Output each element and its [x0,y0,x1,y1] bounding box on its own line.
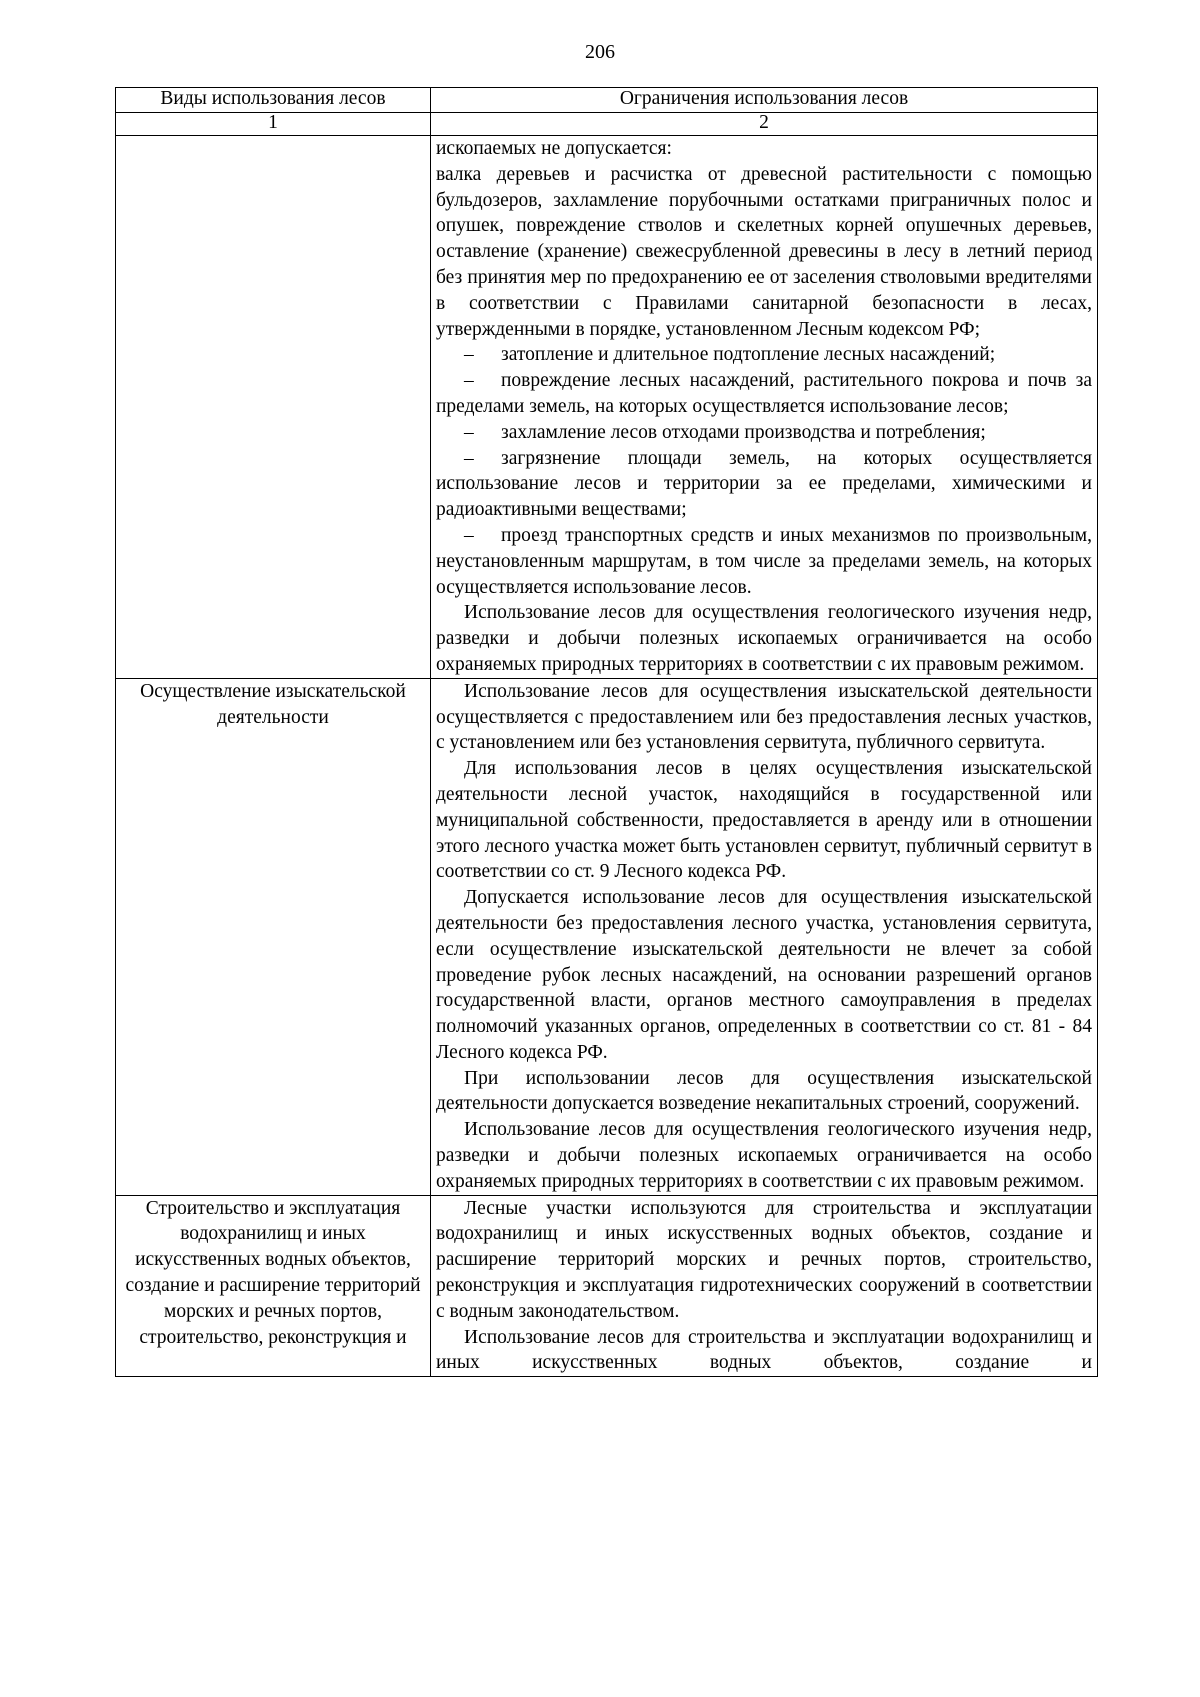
paragraph-text: повреждение лесных насаждений, растительного покрова и почв за пределами земель, на которых осуществляется использование лесов; [436,370,1092,417]
restrictions-cell [431,678,1098,1195]
dash-bullet: – [464,344,474,366]
column-header-forest-use-restrictions: Ограничения использования лесов [431,88,1098,113]
list-item [436,342,1092,368]
paragraph-text: Использование лесов для строительства и эксплуатации водохранилищ и иных искусственных водных объектов, создание и [436,1326,1092,1374]
paragraph-text: Использование лесов для осуществления геологического изучения недр, разведки и добычи полезных ископаемых ограничивается на особо охраняемых природных территориях в соответствии с их правовым режимом. [436,1119,1092,1192]
table-row [116,1195,1098,1377]
paragraph [436,600,1092,677]
paragraph-text: захламление лесов отходами производства и потребления; [501,421,986,443]
forest-use-restrictions-table [115,87,1098,1377]
paragraph-text: ископаемых не допускается: [436,138,672,159]
paragraph [436,1117,1092,1194]
paragraph [436,756,1092,885]
list-item [436,368,1092,420]
column-number-1: 1 [116,113,431,136]
paragraph [436,162,1092,343]
paragraph-text: валка деревьев и расчистка от древесной растительности с помощью бульдозеров, захламление порубочными остатками приграничных полос и опушек, повреждение стволов и скелетных корней опушечных деревьев, оставление (хранение) свежесрубленной древесины в лесу в летний период без принятия мер по предохранению ее от заселения стволовыми вредителями в соответствии с Правилами санитарной безопасности в лесах, утвержденными в порядке, установленном Лесным кодексом РФ; [436,163,1092,340]
paragraph [436,1196,1092,1325]
forest-use-type-cell [116,136,431,679]
column-number-row [116,113,1098,136]
paragraph-text: Использование лесов для осуществления геологического изучения недр, разведки и добычи полезных ископаемых ограничивается на особо охраняемых природных территориях в соответствии с их правовым режимом. [436,602,1092,675]
dash-bullet: – [464,370,474,392]
paragraph-text: затопление и длительное подтопление лесных насаждений; [501,344,996,366]
paragraph [436,885,1092,1066]
page-number: 206 [585,41,615,63]
forest-use-type-cell: Осуществление изыскательской деятельности [116,678,431,1195]
paragraph [436,1066,1092,1118]
paragraph [436,679,1092,756]
column-number-2: 2 [431,113,1098,136]
paragraph-text: Для использования лесов в целях осуществления изыскательской деятельности лесной участок, находящийся в государственной или муниципальной собственности, предоставляется в аренду или в отношении этого лесного участка может быть установлен сервитут, публичный сервитут в соответствии со ст. 9 Лесного кодекса РФ. [436,758,1092,883]
paragraph [436,136,1092,162]
list-item [436,523,1092,600]
paragraph-text: загрязнение площади земель, на которых осуществляется использование лесов и территории за ее пределами, химическими и радиоактивными веществами; [436,447,1092,521]
table-header-row [116,88,1098,113]
paragraph-text: Использование лесов для осуществления изыскательской деятельности осуществляется с предоставлением или без предоставления лесных участков, с установлением или без установления сервитута, публичного сервитута. [436,680,1092,754]
table-row [116,678,1098,1195]
dash-bullet: – [464,524,474,546]
list-item [436,420,1092,446]
dash-bullet: – [464,421,474,443]
paragraph-text: При использовании лесов для осуществления изыскательской деятельности допускается возведение некапитальных строений, сооружений. [436,1067,1092,1115]
forest-use-type-cell: Строительство и эксплуатация водохранилищ и иных искусственных водных объектов, создание и расширение территорий морских и речных портов, строительство, реконструкция и [116,1195,431,1377]
column-header-forest-use-types: Виды использования лесов [116,88,431,113]
restrictions-cell [431,1195,1098,1377]
paragraph-text: Лесные участки используются для строительства и эксплуатации водохранилищ и иных искусственных водных объектов, создание и расширение территорий морских и речных портов, строительство, реконструкция и эксплуатация гидротехнических сооружений в соответствии с водным законодательством. [436,1197,1092,1322]
restrictions-cell [431,136,1098,679]
paragraph-text: проезд транспортных средств и иных механизмов по произвольным, неустановленным маршрутам, в том числе за пределами земель, на которых осуществляется использование лесов. [436,524,1092,598]
paragraph-text: Допускается использование лесов для осуществления изыскательской деятельности без предоставления лесного участка, установления сервитута, если осуществление изыскательской деятельности не влечет за собой проведение рубок лесных насаждений, на основании разрешений органов государственной власти, органов местного самоуправления в пределах полномочий указанных органов, определенных в соответствии со ст. 81 - 84 Лесного кодекса РФ. [436,887,1092,1063]
list-item [436,446,1092,523]
paragraph [436,1325,1092,1377]
table-row [116,136,1098,679]
dash-bullet: – [464,447,474,469]
